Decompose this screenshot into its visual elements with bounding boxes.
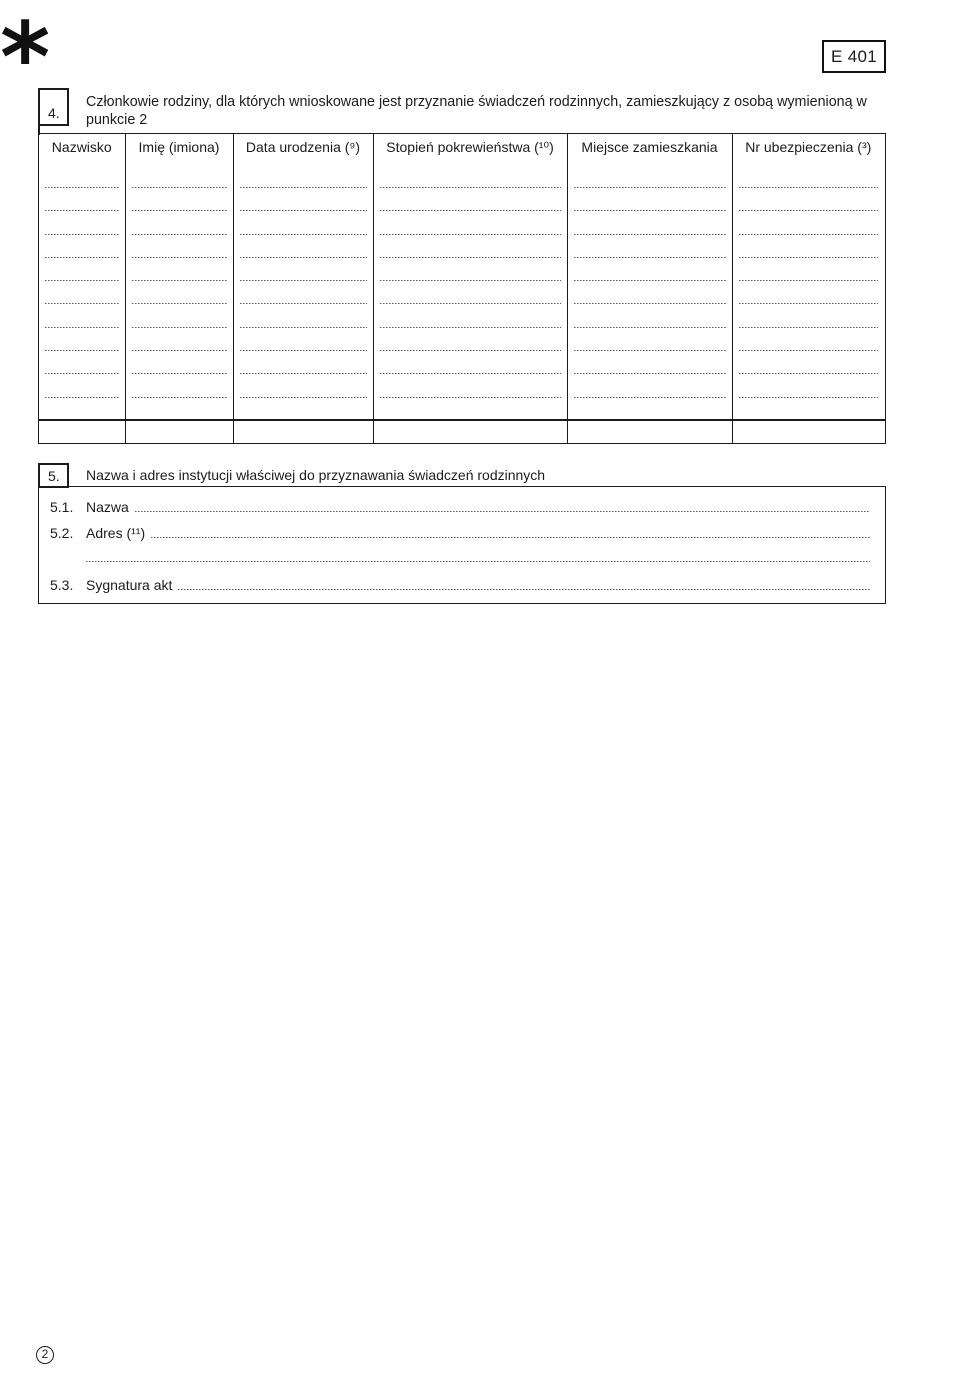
form-code-badge: E 401: [822, 40, 886, 73]
entry-dotted-line: [45, 280, 119, 281]
entry-dotted-line: [380, 397, 561, 398]
entry-dotted-line: [45, 350, 119, 351]
entry-dotted-line: [45, 327, 119, 328]
entry-dotted-line: [132, 327, 227, 328]
family-members-table: [38, 133, 886, 444]
entry-dotted-line: [240, 327, 367, 328]
column-nr-ubezpieczenia: [732, 134, 885, 443]
column-data-urodzenia: [233, 134, 373, 443]
entry-dotted-line: [132, 187, 227, 188]
entry-lines-miejsce-zamieszkania: [574, 187, 726, 420]
field-adres: [50, 524, 870, 542]
entry-dotted-line: [132, 210, 227, 211]
entry-dotted-line: [380, 234, 561, 235]
entry-dotted-line: [240, 234, 367, 235]
entry-lines-nr-ubezpieczenia: [739, 187, 879, 420]
entry-dotted-line: [240, 257, 367, 258]
entry-dotted-line: [240, 373, 367, 374]
entry-dotted-line: [739, 257, 879, 258]
entry-dotted-line: [574, 397, 726, 398]
section-4-number: 4.: [48, 105, 60, 121]
entry-lines-data-urodzenia: [240, 187, 367, 420]
entry-dotted-line: [380, 257, 561, 258]
entry-dotted-line: [739, 397, 879, 398]
entry-dotted-line: [45, 373, 119, 374]
entry-dotted-line: [45, 257, 119, 258]
page-number-circle: 2: [36, 1346, 54, 1364]
entry-dotted-line: [739, 350, 879, 351]
entry-dotted-line: [240, 303, 367, 304]
section-5-title: Nazwa i adres instytucji właściwej do przyznawania świadczeń rodzinnych: [86, 467, 546, 483]
entry-dotted-line: [574, 210, 726, 211]
section-4-number-box: [38, 88, 69, 126]
column-header-nazwisko: Nazwisko: [51, 139, 112, 155]
entry-lines-imie: [132, 187, 227, 420]
entry-dotted-line: [574, 373, 726, 374]
column-imie: [125, 134, 233, 443]
column-header-data-urodzenia: Data urodzenia (⁹): [245, 139, 361, 155]
field-number: 5.2.: [50, 525, 74, 541]
entry-dotted-line: [739, 187, 879, 188]
entry-dotted-line: [132, 397, 227, 398]
entry-dotted-line: [739, 373, 879, 374]
entry-dotted-line: [380, 327, 561, 328]
entry-dotted-line: [45, 397, 119, 398]
field-dotted-line: [151, 537, 870, 538]
entry-dotted-line: [739, 280, 879, 281]
asterisk-mark: *: [0, 2, 51, 114]
entry-dotted-line: [380, 303, 561, 304]
field-nazwa: [50, 498, 870, 516]
entry-lines-nazwisko: [45, 187, 119, 420]
entry-dotted-line: [240, 280, 367, 281]
column-header-imie: Imię (imiona): [138, 139, 220, 155]
entry-dotted-line: [380, 280, 561, 281]
entry-dotted-line: [380, 373, 561, 374]
entry-dotted-line: [574, 350, 726, 351]
entry-dotted-line: [739, 303, 879, 304]
entry-dotted-line: [574, 327, 726, 328]
entry-dotted-line: [739, 234, 879, 235]
entry-dotted-line: [240, 187, 367, 188]
field-label: Nazwa: [86, 499, 129, 515]
entry-dotted-line: [45, 234, 119, 235]
entry-dotted-line: [132, 234, 227, 235]
entry-dotted-line: [240, 350, 367, 351]
section-4-title-line-1: Członkowie rodziny, dla których wnioskowane jest przyznanie świadczeń rodzinnych, zamieszkujący z osobą wymienioną w: [86, 94, 867, 110]
entry-dotted-line: [380, 350, 561, 351]
entry-dotted-line: [132, 350, 227, 351]
column-miejsce-zamieszkania: [567, 134, 732, 443]
entry-dotted-line: [240, 210, 367, 211]
entry-lines-stopien-pokrewienstwa: [380, 187, 561, 420]
field-dotted-line: [178, 589, 870, 590]
column-nazwisko: [39, 134, 125, 443]
entry-dotted-line: [132, 373, 227, 374]
field-number: 5.3.: [50, 577, 74, 593]
entry-dotted-line: [240, 397, 367, 398]
entry-dotted-line: [574, 187, 726, 188]
column-stopien-pokrewienstwa: [373, 134, 567, 443]
entry-dotted-line: [574, 234, 726, 235]
entry-dotted-line: [45, 187, 119, 188]
entry-dotted-line: [132, 303, 227, 304]
field-label: Adres (¹¹): [86, 525, 146, 541]
address-continuation-dotted-line: [86, 561, 870, 562]
column-header-nr-ubezpieczenia: Nr ubezpieczenia (³): [745, 139, 872, 155]
field-number: 5.1.: [50, 499, 74, 515]
table-bottom-row-rule: [39, 419, 885, 421]
field-label: Sygnatura akt: [86, 577, 173, 593]
section-5-number-box: [38, 463, 69, 488]
entry-dotted-line: [380, 187, 561, 188]
column-header-stopien-pokrewienstwa: Stopień pokrewieństwa (¹⁰): [386, 139, 554, 155]
section-4-title-line-2: punkcie 2: [86, 112, 148, 128]
entry-dotted-line: [574, 303, 726, 304]
entry-dotted-line: [739, 327, 879, 328]
entry-dotted-line: [45, 303, 119, 304]
entry-dotted-line: [45, 210, 119, 211]
field-sygnatura-akt: [50, 576, 870, 594]
entry-dotted-line: [132, 280, 227, 281]
column-header-miejsce-zamieszkania: Miejsce zamieszkania: [581, 139, 718, 155]
entry-dotted-line: [380, 210, 561, 211]
entry-dotted-line: [739, 210, 879, 211]
field-dotted-line: [135, 511, 870, 512]
section-5-number: 5.: [48, 468, 60, 484]
entry-dotted-line: [574, 257, 726, 258]
entry-dotted-line: [132, 257, 227, 258]
entry-dotted-line: [574, 280, 726, 281]
